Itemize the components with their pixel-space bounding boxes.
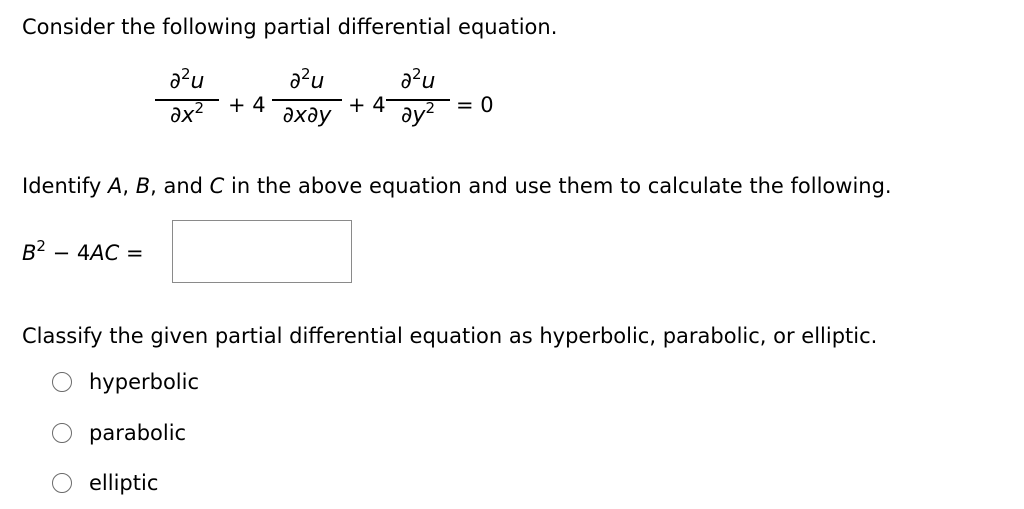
identify-instructions: Identify A, B, and C in the above equation and use them to calculate the following. — [22, 174, 892, 198]
option-hyperbolic[interactable] — [52, 369, 199, 395]
discriminant-answer-input[interactable] — [172, 220, 352, 283]
classify-instructions: Classify the given partial differential equation as hyperbolic, parabolic, or elliptic. — [22, 324, 878, 348]
fraction-d2u-dxdy — [272, 65, 342, 131]
option-label: parabolic — [89, 421, 187, 445]
denominator: ∂x∂y — [282, 102, 332, 128]
option-label: hyperbolic — [89, 370, 200, 394]
radio-button[interactable] — [52, 473, 72, 493]
option-label: elliptic — [89, 471, 159, 495]
plus-4-operator: + 4 — [348, 93, 386, 117]
option-elliptic[interactable] — [52, 470, 158, 496]
numerator: ∂$^2$u — [169, 65, 205, 94]
radio-button[interactable] — [52, 423, 72, 443]
equals-zero: = 0 — [456, 93, 494, 117]
numerator: ∂$^2$u — [400, 65, 436, 94]
intro-text: Consider the following partial differential equation. — [22, 15, 558, 39]
fraction-bar — [155, 99, 219, 101]
fraction-d2u-dy2 — [386, 65, 450, 131]
option-parabolic[interactable] — [52, 420, 186, 446]
denominator: $\partial x^2$ — [170, 98, 204, 128]
fraction-bar — [386, 99, 450, 101]
plus-4-operator: + 4 — [228, 93, 266, 117]
fraction-d2u-dx2 — [155, 65, 219, 131]
discriminant-label: $B^2 - 4AC$ = — [22, 237, 144, 265]
numerator: ∂$^2$u — [289, 65, 325, 94]
denominator: $\partial y^2$ — [401, 98, 435, 128]
fraction-bar — [272, 99, 342, 101]
radio-button[interactable] — [52, 372, 72, 392]
